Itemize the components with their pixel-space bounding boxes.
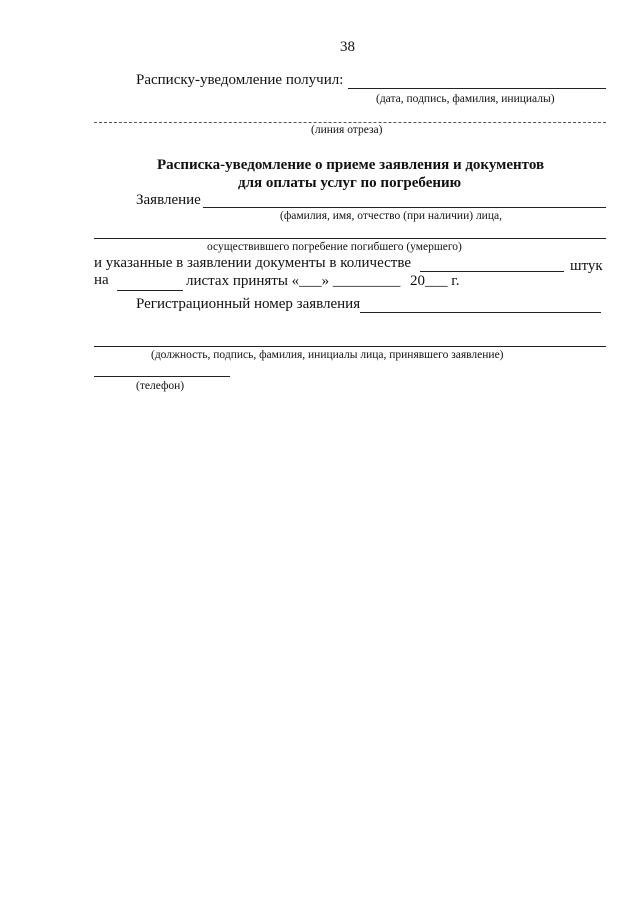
phone-caption: (телефон) <box>136 380 185 392</box>
applicant-name-line <box>203 207 606 208</box>
document-title-line-1: Расписка-уведомление о приеме заявления и документов <box>157 157 545 173</box>
cut-line <box>94 122 606 123</box>
documents-on-label: на <box>94 272 109 288</box>
page-number: 38 <box>340 39 355 55</box>
documents-pages-accepted: листах приняты «___» _________ <box>186 273 401 289</box>
documents-unit: штук <box>570 258 603 274</box>
receipt-received-caption: (дата, подпись, фамилия, инициалы) <box>376 93 555 105</box>
documents-pages-line <box>117 290 183 291</box>
registration-number-label: Регистрационный номер заявления <box>136 296 361 312</box>
phone-line <box>94 376 230 377</box>
documents-count-line <box>420 271 564 272</box>
documents-count-text: и указанные в заявлении документы в количестве <box>94 255 411 271</box>
documents-year: 20___ г. <box>410 273 460 289</box>
applicant-caption-2: осуществившего погребение погибшего (умершего) <box>207 241 462 253</box>
receipt-received-label: Расписку-уведомление получил: <box>136 72 344 88</box>
registration-number-line <box>360 312 601 313</box>
signature-caption: (должность, подпись, фамилия, инициалы лица, принявшего заявление) <box>151 349 504 361</box>
cut-line-caption: (линия отреза) <box>311 124 383 136</box>
application-label: Заявление <box>136 192 201 208</box>
applicant-name-line-2 <box>94 238 606 239</box>
signature-line <box>94 346 606 347</box>
document-title-line-2: для оплаты услуг по погребению <box>238 175 462 191</box>
applicant-caption-1: (фамилия, имя, отчество (при наличии) лица, <box>280 210 502 222</box>
receipt-received-signature-line <box>348 88 606 89</box>
